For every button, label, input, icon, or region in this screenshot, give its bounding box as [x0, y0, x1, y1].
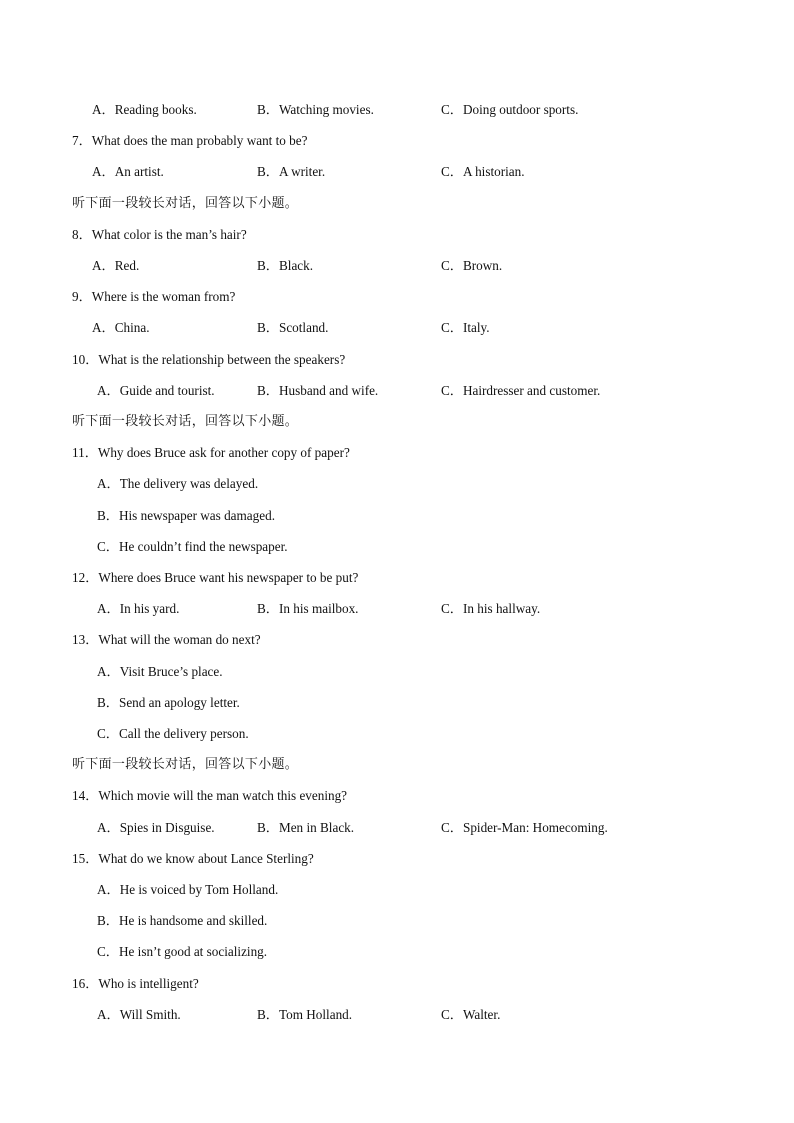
section-instruction: 听下面一段较长对话，回答以下小题。 [72, 196, 299, 211]
option-b: B．He is handsome and skilled. [97, 913, 268, 928]
option-b: B．Scotland. [257, 320, 329, 335]
option-a: A．Reading books. [92, 102, 197, 117]
option-b: B．Husband and wife. [257, 383, 379, 398]
option-c: C．Italy. [441, 320, 490, 335]
question-12: 12．Where does Bruce want his newspaper to be put? [72, 570, 359, 585]
question-16: 16．Who is intelligent? [72, 976, 199, 991]
option-c: C．Brown. [441, 258, 503, 273]
option-a: A．Guide and tourist. [97, 383, 215, 398]
option-a: A．China. [92, 320, 150, 335]
option-a: A．The delivery was delayed. [97, 476, 259, 491]
question-7: 7．What does the man probably want to be? [72, 133, 308, 148]
section-instruction: 听下面一段较长对话，回答以下小题。 [72, 414, 299, 429]
option-b: B．Send an apology letter. [97, 695, 240, 710]
option-c: C．Walter. [441, 1007, 501, 1022]
option-a: A．He is voiced by Tom Holland. [97, 882, 279, 897]
question-11: 11．Why does Bruce ask for another copy of paper? [72, 445, 350, 460]
question-8: 8．What color is the man’s hair? [72, 227, 247, 242]
option-c: C．He isn’t good at socializing. [97, 944, 268, 959]
option-c: C．Spider-Man: Homecoming. [441, 820, 608, 835]
option-a: A．Spies in Disguise. [97, 820, 215, 835]
option-a: A．An artist. [92, 164, 164, 179]
section-instruction: 听下面一段较长对话，回答以下小题。 [72, 757, 299, 772]
option-c: C．A historian. [441, 164, 525, 179]
option-b: B．Watching movies. [257, 102, 374, 117]
option-b: B．His newspaper was damaged. [97, 508, 275, 523]
question-13: 13．What will the woman do next? [72, 632, 261, 647]
option-a: A．Visit Bruce’s place. [97, 664, 223, 679]
question-9: 9．Where is the woman from? [72, 289, 236, 304]
option-b: B．In his mailbox. [257, 601, 359, 616]
option-c: C．In his hallway. [441, 601, 541, 616]
option-c: C．Hairdresser and customer. [441, 383, 601, 398]
option-c: C．He couldn’t find the newspaper. [97, 539, 288, 554]
question-10: 10．What is the relationship between the speakers? [72, 352, 346, 367]
option-a: A．Will Smith. [97, 1007, 181, 1022]
option-b: B．Black. [257, 258, 314, 273]
option-c: C．Doing outdoor sports. [441, 102, 579, 117]
question-15: 15．What do we know about Lance Sterling? [72, 851, 314, 866]
option-a: A．Red. [92, 258, 140, 273]
option-b: B．Tom Holland. [257, 1007, 353, 1022]
option-a: A．In his yard. [97, 601, 180, 616]
option-b: B．Men in Black. [257, 820, 355, 835]
question-14: 14．Which movie will the man watch this evening? [72, 788, 348, 803]
option-b: B．A writer. [257, 164, 326, 179]
option-c: C．Call the delivery person. [97, 726, 249, 741]
